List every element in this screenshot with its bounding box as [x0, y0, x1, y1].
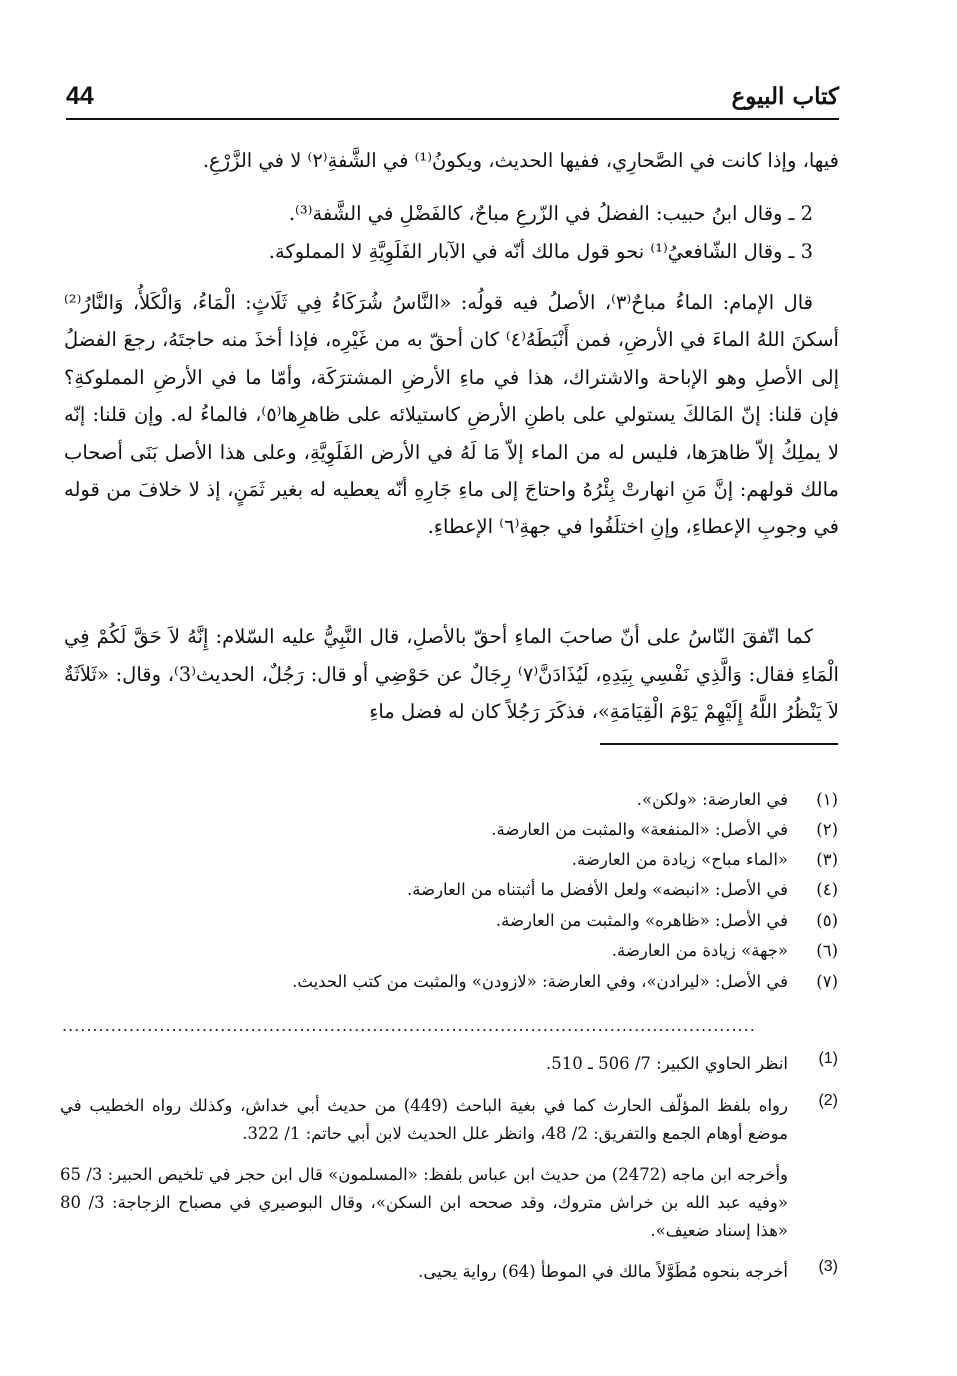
footnote-item — [60, 1258, 838, 1286]
footnote-text: في الأصل: «المنفعة» والمثبت من العارضة. — [491, 820, 788, 839]
running-header — [66, 84, 839, 120]
footnote-item — [60, 1161, 838, 1251]
footnote-text: انظر الحاوي الكبير: 7/ 506 ـ 510. — [546, 1054, 788, 1073]
footnote-number: (3) — [818, 1258, 838, 1275]
footnote-item — [60, 972, 838, 1000]
page-number: 44 — [66, 82, 94, 110]
paragraph-3: 3 ـ وقال الشّافعيُ⁽¹⁾ نحو قول مالك أنّه في الآبار الفَلَوِيَّةِ لا المملوكة. — [268, 240, 813, 263]
footnote-item — [60, 911, 838, 939]
paragraph-4: قال الإمام: الماءُ مباحٌ⁽٣⁾، الأصلُ فيه قولُه: «النَّاسُ شُرَكَاءُ فِي ثَلَاثٍ: الْمَاءُ، وَالْكَلأُ، وَالنَّارُ⁽²⁾ أسكنَ اللهُ الماءَ في الأرضِ، فمن أَنْبَطَهُ⁽٤⁾ كان أحقّ به من غَيْرِه، فإذا أخذَ منه حاجتَهُ، رجعَ الفضلُ إلى الأصلِ وهو الإباحة والاشتراك، هذا في ماءِ الأرضِ المشترَكَة، وأمّا ما في الأرضِ المملوكةِ؟ فإن قلنا: إنّ المَالكَ يستولي على باطنِ الأرضِ كاستيلائه على ظاهرِها⁽٥⁾، فالماءُ له. وإن قلنا: إنّه لا يملِكُ إلاّ ظاهرَها، فليس له من الماء إلاّ مَا لَهُ في الأرض الفَلَوِيَّةِ، وعلى هذا الأصل بَنَى أصحاب مالك قولهم: إنَّ مَنِ انهارتْ بِئْرُهُ واحتاجَ إلى ماءِ جَارِهِ أنّه يعطيه له بغير ثَمَنٍ، إذ لا خلافَ من قوله في وجوبِ الإعطاءِ، وإنِ اختلَفُوا في جهةِ⁽٦⁾ الإعطاءِ. — [64, 291, 839, 539]
footnote-rule — [600, 743, 838, 745]
footnote-text: «الماء مباح» زيادة من العارضة. — [571, 850, 788, 869]
footnote-number: (1) — [818, 1050, 838, 1067]
footnote-item — [60, 1092, 838, 1152]
footnote-separator: .................................................................................................................. — [62, 1017, 756, 1035]
paragraph-1: فيها، وإذا كانت في الصَّحارِي، ففيها الحديث، ويكونُ⁽¹⁾ في الشَّفةِ⁽٢⁾ لا في الزَّرْعِ. — [202, 149, 839, 172]
footnote-number: (2) — [818, 1092, 838, 1109]
footnote-text-continued: وأخرجه ابن ماجه (2472) من حديث ابن عباس بلفظ: «المسلمون» قال ابن حجر في تلخيص الحبير: 3/ 65 «وفيه عبد الله بن خراش متروك، وقد صححه ابن السكن»، وقال البوصيري في مصباح الزجاجة: 3/ 80 «هذا إسناد ضعيف». — [60, 1165, 788, 1240]
footnote-text: في العارضة: «ولكن». — [636, 790, 788, 809]
footnote-item — [60, 880, 838, 908]
footnote-item — [60, 941, 838, 969]
footnote-number: (٢) — [816, 820, 838, 839]
footnote-number: (١) — [816, 790, 838, 809]
footnote-text: أخرجه بنحوه مُطَوَّلاً مالك في الموطأ (64) رواية يحيى. — [418, 1262, 788, 1281]
footnote-text: في الأصل: «ظاهره» والمثبت من العارضة. — [495, 911, 788, 930]
book-title: كتاب البيوع — [731, 83, 839, 110]
footnote-number: (٧) — [816, 972, 838, 991]
paragraph-5: كما اتّفقَ النّاسُ على أنّ صاحبَ الماءِ أحقّ بالأصلِ، قال النَّبِيُّ عليه السّلام: إِنَّهُ لاَ حَقَّ لَكُمْ فِي الْمَاءِ فقال: وَالَّذِي نَفْسِي بِيَدِهِ، لَيُذَادَنَّ⁽٧⁾ رِجَالٌ عن حَوْضِي أو قال: رَجُلٌ، الحديث⁽3⁾، وقال: «ثَلاَثَةٌ لاَ يَنْظُرُ اللَّهُ إِلَيْهِمْ يَوْمَ الْقِيَامَةِ»، فذكَرَ رَجُلاً كان له فضل ماءِ — [64, 625, 839, 724]
paragraph-2: 2 ـ وقال ابنُ حبيب: الفضلُ في الزّرعِ مباحٌ، كالفَضْلِ في الشَّفة⁽³⁾. — [288, 202, 813, 225]
footnote-item — [60, 850, 838, 878]
footnote-text: رواه بلفظ المؤلّف الحارث كما في بغية الباحث (449) من حديث أبي خداش، وكذلك رواه الخطيب في موضع أوهام الجمع والتفريق: 2/ 48، وانظر علل الحديث لابن أبي حاتم: 1/ 322. — [60, 1096, 788, 1143]
footnote-number: (٣) — [816, 850, 838, 869]
footnote-number: (٥) — [816, 911, 838, 930]
footnote-item — [60, 820, 838, 848]
footnote-text: «جهة» زيادة من العارضة. — [611, 941, 788, 960]
footnote-item — [60, 1050, 838, 1078]
footnote-number: (٤) — [816, 880, 838, 899]
footnote-number: (٦) — [816, 941, 838, 960]
footnote-item — [60, 790, 838, 818]
footnote-text: في الأصل: «انبضه» ولعل الأفضل ما أثبتناه من العارضة. — [406, 880, 788, 899]
footnote-text: في الأصل: «ليرادن»، وفي العارضة: «لازودن» والمثبت من كتب الحديث. — [292, 972, 788, 991]
